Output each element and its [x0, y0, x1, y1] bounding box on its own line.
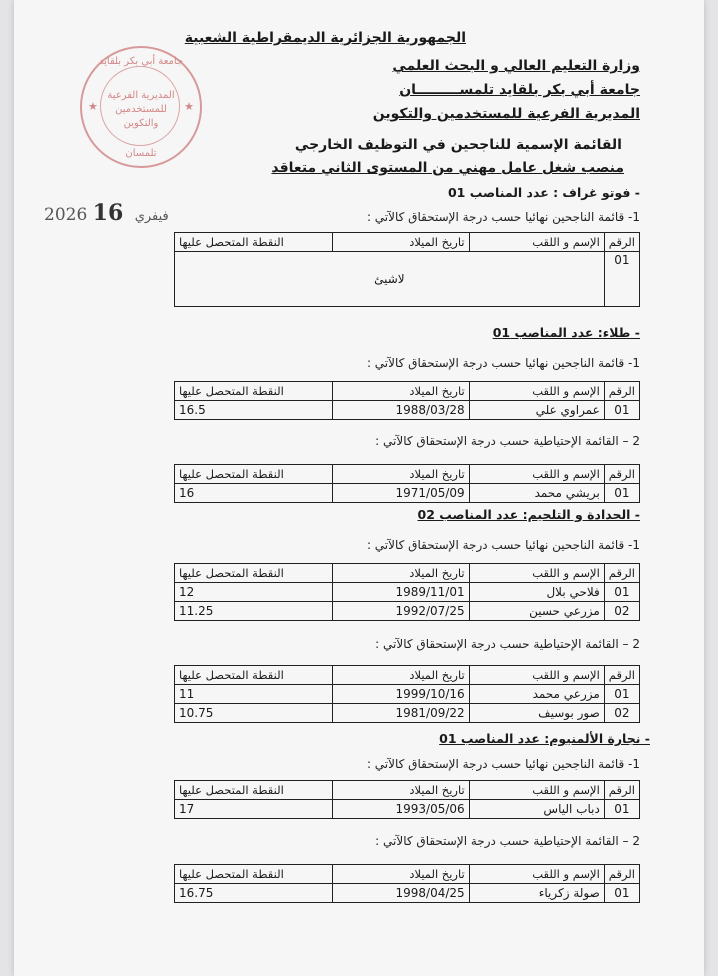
col-num: الرقم	[604, 865, 639, 884]
results-table	[174, 381, 640, 420]
title-line-2: منصب شغل عامل مهني من المستوى الثاني متعاقد	[271, 160, 624, 176]
cell-points: 12	[175, 583, 333, 602]
cell-points: 16	[175, 484, 333, 503]
section-heading: - فوتو غراف : عدد المناصب 01	[447, 185, 640, 200]
cell-birth: 1988/03/28	[332, 401, 469, 420]
cell-points: 17	[175, 800, 333, 819]
col-birth: تاريخ الميلاد	[332, 781, 469, 800]
table-row	[175, 602, 640, 621]
list-heading: 1- قائمة الناجحين نهائيا حسب درجة الإستحقاق كالآتي :	[366, 210, 640, 224]
handwritten-date	[44, 200, 175, 226]
col-points: النقطة المتحصل عليها	[175, 865, 333, 884]
document-page	[14, 0, 704, 976]
table-row	[175, 252, 640, 307]
cell-birth: 1993/05/06	[332, 800, 469, 819]
col-name: الإسم و اللقب	[469, 564, 604, 583]
cell-num: 01	[604, 884, 639, 903]
list-heading: 2 – القائمة الإحتياطية حسب درجة الإستحقاق كالآتي :	[375, 637, 640, 651]
list-heading: 1- قائمة الناجحين نهائيا حسب درجة الإستحقاق كالآتي :	[366, 538, 640, 552]
date-day: 16	[92, 200, 124, 226]
results-table	[174, 780, 640, 819]
reserve-table	[174, 464, 640, 503]
cell-name: دباب الياس	[469, 800, 604, 819]
col-points: النقطة المتحصل عليها	[175, 382, 333, 401]
stamp-top-text: جامعة أبي بكر بلقايد	[98, 56, 184, 67]
cell-num: 01	[604, 800, 639, 819]
cell-birth: 1992/07/25	[332, 602, 469, 621]
cell-num: 02	[604, 602, 639, 621]
cell-points: 16.75	[175, 884, 333, 903]
table-row	[175, 583, 640, 602]
list-heading: 2 – القائمة الإحتياطية حسب درجة الإستحقاق كالآتي :	[375, 834, 640, 848]
cell-points: 16.5	[175, 401, 333, 420]
cell-birth: 1981/09/22	[332, 704, 469, 723]
col-name: الإسم و اللقب	[469, 865, 604, 884]
cell-points: 11.25	[175, 602, 333, 621]
col-num: الرقم	[604, 382, 639, 401]
col-name: الإسم و اللقب	[469, 382, 604, 401]
cell-num: 01	[604, 252, 639, 307]
header-republic: الجمهورية الجزائرية الديمقراطية الشعبية	[184, 30, 466, 46]
col-birth: تاريخ الميلاد	[332, 465, 469, 484]
cell-num: 01	[604, 401, 639, 420]
cell-name: صور بوسيف	[469, 704, 604, 723]
col-name: الإسم و اللقب	[469, 233, 604, 252]
results-table	[174, 232, 640, 307]
star-icon: ★	[184, 100, 194, 113]
table-row	[175, 401, 640, 420]
cell-num: 01	[604, 583, 639, 602]
col-points: النقطة المتحصل عليها	[175, 564, 333, 583]
col-points: النقطة المتحصل عليها	[175, 233, 333, 252]
stamp-middle-3: والتكوين	[123, 118, 159, 129]
col-name: الإسم و اللقب	[469, 666, 604, 685]
header-university: جامعة أبي بكر بلقايد تلمســـــــــان	[399, 82, 640, 98]
col-points: النقطة المتحصل عليها	[175, 666, 333, 685]
col-num: الرقم	[604, 233, 639, 252]
table-row	[175, 704, 640, 723]
cell-name: عمراوي علي	[469, 401, 604, 420]
col-name: الإسم و اللقب	[469, 781, 604, 800]
cell-num: 01	[604, 484, 639, 503]
table-row	[175, 685, 640, 704]
cell-birth: 1989/11/01	[332, 583, 469, 602]
col-birth: تاريخ الميلاد	[332, 233, 469, 252]
cell-name: مزرعي محمد	[469, 685, 604, 704]
cell-name: مزرعي حسين	[469, 602, 604, 621]
title-line-1: القائمة الإسمية للناجحين في التوظيف الخارجي	[294, 137, 622, 153]
cell-name: بريشي محمد	[469, 484, 604, 503]
stamp-bottom-text: تلمسان	[125, 148, 157, 159]
section-heading: - نجارة الألمنيوم: عدد المناصب 01	[439, 731, 650, 746]
list-heading: 1- قائمة الناجحين نهائيا حسب درجة الإستحقاق كالآتي :	[366, 356, 640, 370]
official-stamp	[80, 46, 202, 168]
reserve-table	[174, 665, 640, 723]
cell-birth: 1998/04/25	[332, 884, 469, 903]
results-table	[174, 563, 640, 621]
stamp-middle-2: للمستخدمين	[115, 104, 167, 115]
reserve-table	[174, 864, 640, 903]
cell-birth: 1971/05/09	[332, 484, 469, 503]
section-heading: - طلاء: عدد المناصب 01	[492, 325, 640, 340]
col-birth: تاريخ الميلاد	[332, 564, 469, 583]
cell-num: 01	[604, 685, 639, 704]
section-heading: - الحدادة و التلحيم: عدد المناصب 02	[417, 507, 640, 522]
stamp-middle-1: المديرية الفرعية	[107, 90, 175, 101]
col-name: الإسم و اللقب	[469, 465, 604, 484]
cell-points: 11	[175, 685, 333, 704]
table-row	[175, 884, 640, 903]
table-row	[175, 800, 640, 819]
col-birth: تاريخ الميلاد	[332, 382, 469, 401]
col-birth: تاريخ الميلاد	[332, 666, 469, 685]
date-month: فيفري	[134, 209, 169, 224]
col-num: الرقم	[604, 781, 639, 800]
cell-points: 10.75	[175, 704, 333, 723]
cell-name: صولة زكرياء	[469, 884, 604, 903]
cell-num: 02	[604, 704, 639, 723]
list-heading: 1- قائمة الناجحين نهائيا حسب درجة الإستحقاق كالآتي :	[366, 757, 640, 771]
cell-name: فلاحي بلال	[469, 583, 604, 602]
list-heading: 2 – القائمة الإحتياطية حسب درجة الإستحقاق كالآتي :	[375, 434, 640, 448]
star-icon: ★	[88, 100, 98, 113]
col-num: الرقم	[604, 564, 639, 583]
header-ministry: وزارة التعليم العالي و البحث العلمي	[392, 58, 640, 74]
col-points: النقطة المتحصل عليها	[175, 465, 333, 484]
date-year: 2026	[44, 205, 88, 225]
header-directorate: المديرية الفرعية للمستخدمين والتكوين	[372, 106, 640, 122]
col-num: الرقم	[604, 465, 639, 484]
col-birth: تاريخ الميلاد	[332, 865, 469, 884]
col-num: الرقم	[604, 666, 639, 685]
empty-note: لاشيئ	[175, 252, 605, 307]
col-points: النقطة المتحصل عليها	[175, 781, 333, 800]
cell-birth: 1999/10/16	[332, 685, 469, 704]
table-row	[175, 484, 640, 503]
